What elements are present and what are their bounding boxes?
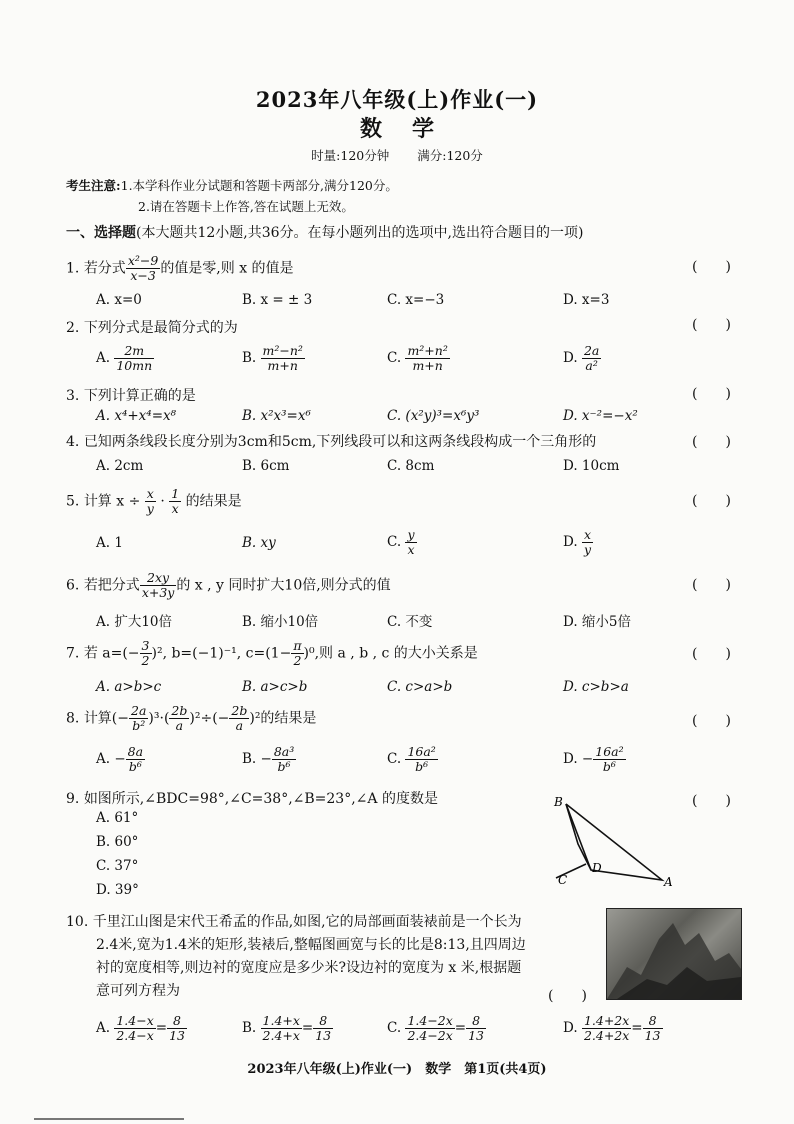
option-a: A. 61° <box>96 810 139 826</box>
notice-label: 考生注意: <box>66 178 121 193</box>
subject-title: 数学 <box>359 116 464 142</box>
fraction: $\frac{\text{x²−9}}{x-3}$ <box>127 253 159 283</box>
notice-line-2: 2.请在答题卡上作答,答在试题上无效。 <box>138 199 354 214</box>
full-score: 满分:120分 <box>417 148 483 163</box>
answer-bracket: ( ) <box>692 577 731 593</box>
option-d: D. $\frac{2a}{\text{a²}}$ <box>563 343 600 373</box>
option-d: D. $\frac{1.4+2x}{2.4+2x}$ = $\frac{8}{13}$ <box>563 1013 661 1043</box>
option-b: B. $\frac{\text{m²−n²}}{m+n}$ <box>242 343 303 373</box>
option-b: B. a>c>b <box>242 679 308 695</box>
option-b: B. 6cm <box>242 458 290 474</box>
option-b: B. xy <box>242 535 276 551</box>
option-c: C. 37° <box>96 858 139 874</box>
answer-bracket: ( ) <box>692 317 731 333</box>
question-7: 7. 若 a=(− $\frac{3}{2}$ )², b=(−1)⁻¹, c=(1− $\frac{\pi}{2}$ )⁰,则 a , b , c 的大小关系是 <box>66 638 478 668</box>
q-text: 下列计算正确的是 <box>83 388 196 404</box>
notice <box>66 175 398 217</box>
option-c: C. $\frac{y}{x}$ <box>387 527 415 557</box>
question-10-line-2: 2.4米,宽为1.4米的矩形,装裱后,整幅图画宽与长的比是8:13,且四周边 <box>96 937 526 953</box>
answer-bracket: ( ) <box>692 434 731 450</box>
q-text: 已知两条线段长度分别为3cm和5cm,下列线段可以和这两条线段构成一个三角形的 <box>83 434 597 450</box>
option-d: D. 缩小5倍 <box>563 614 632 630</box>
option-a: A. a>b>c <box>96 679 162 695</box>
answer-bracket: ( ) <box>692 646 731 662</box>
label-c: C <box>558 873 568 887</box>
option-c: C. $\frac{\text{16a²}}{\text{b⁶}}$ <box>387 744 436 774</box>
option-a: A. $\frac{1.4-x}{2.4-x}$ = $\frac{8}{13}$ <box>96 1013 185 1043</box>
option-b: B. − $\frac{\text{8a³}}{\text{b⁶}}$ <box>242 744 295 774</box>
question-10-line-3: 衬的宽度相等,则边衬的宽度应是多少米?设边衬的宽度为 x 米,根据题 <box>96 960 522 976</box>
time-limit: 时量:120分钟 <box>311 148 390 163</box>
option-b: B. x = ± 3 <box>242 292 313 308</box>
answer-bracket: ( ) <box>548 988 587 1004</box>
page-title: 2023年八年级(上)作业(一) <box>255 87 539 112</box>
option-d: D. − $\frac{\text{16a²}}{\text{b⁶}}$ <box>563 744 624 774</box>
triangle-figure <box>548 792 688 896</box>
option-c: C. $\frac{\text{m²+n²}}{m+n}$ <box>387 343 448 373</box>
option-a: A. 1 <box>96 535 123 551</box>
option-a: A. x⁴+x⁴=x⁸ <box>96 408 177 424</box>
answer-bracket: ( ) <box>692 493 731 509</box>
q-text: 若分式 <box>83 260 126 277</box>
question-2: 2. 下列分式是最简分式的为 <box>66 320 238 336</box>
option-b: B. 缩小10倍 <box>242 614 319 630</box>
landscape-painting-image <box>606 908 742 1000</box>
option-c: C. 不变 <box>387 614 433 630</box>
question-4: 4. 已知两条线段长度分别为3cm和5cm,下列线段可以和这两条线段构成一个三角形的 <box>66 434 597 450</box>
label-b: B <box>554 795 563 809</box>
q-number: 1. <box>66 260 80 277</box>
option-a: A. $\frac{2m}{10mn}$ <box>96 343 153 373</box>
label-d: D <box>592 861 602 875</box>
section-title: 一、选择题 <box>66 225 136 241</box>
section-heading <box>66 222 583 242</box>
option-b: B. $\frac{1.4+x}{2.4+x}$ = $\frac{8}{13}$ <box>242 1013 332 1043</box>
mountain-icon <box>607 909 741 999</box>
option-a: A. 2cm <box>96 458 144 474</box>
answer-bracket: ( ) <box>692 793 731 809</box>
q-text: 下列分式是最简分式的为 <box>83 320 238 336</box>
section-desc: (本大题共12小题,共36分。在每小题列出的选项中,选出符合题目的一项) <box>136 225 584 241</box>
option-d: D. x⁻²=−x² <box>563 408 638 424</box>
option-d: D. c>b>a <box>563 679 629 695</box>
question-10: 10. 千里江山图是宋代王希孟的作品,如图,它的局部画面装裱前是一个长为 <box>66 914 522 930</box>
question-8: 8. 计算(− $\frac{2a}{\text{b²}}$ )³·( $\frac{2b}{a}$ )²÷(− $\frac{2b}{a}$ )²的结果是 <box>66 703 317 733</box>
question-1 <box>66 254 294 283</box>
option-d: D. 10cm <box>563 458 620 474</box>
answer-bracket: ( ) <box>692 713 731 729</box>
page-footer: 2023年八年级(上)作业(一) 数学 第1页(共4页) <box>247 1062 547 1077</box>
option-a: A. x=0 <box>96 292 142 308</box>
q-text: 的值是零,则 x 的值是 <box>160 260 294 277</box>
question-6: 6. 若把分式 $\frac{2xy}{x+3y}$ 的 x , y 同时扩大10倍,则分式的值 <box>66 570 391 600</box>
notice-line-1: 1.本学科作业分试题和答题卡两部分,满分120分。 <box>120 178 398 193</box>
question-3: 3. 下列计算正确的是 <box>66 388 196 404</box>
option-b: B. 60° <box>96 834 139 850</box>
option-c: C. c>a>b <box>387 679 453 695</box>
exam-meta <box>0 146 794 164</box>
question-10-line-4: 意可列方程为 <box>96 983 180 999</box>
option-a: A. 扩大10倍 <box>96 614 173 630</box>
option-c: C. (x²y)³=x⁶y³ <box>387 408 480 424</box>
option-c: C. 8cm <box>387 458 435 474</box>
option-c: C. x=−3 <box>387 292 445 308</box>
option-d: D. 39° <box>96 882 139 898</box>
option-d: D. x=3 <box>563 292 610 308</box>
q-text: 如图所示,∠BDC=98°,∠C=38°,∠B=23°,∠A 的度数是 <box>83 791 438 807</box>
label-a: A <box>664 875 673 889</box>
option-a: A. − $\frac{8a}{\text{b⁶}}$ <box>96 744 144 774</box>
option-c: C. $\frac{1.4-2x}{2.4-2x}$ = $\frac{8}{13}$ <box>387 1013 485 1043</box>
scan-edge-line <box>34 1118 184 1120</box>
question-9: 9. 如图所示,∠BDC=98°,∠C=38°,∠B=23°,∠A 的度数是 <box>66 791 438 807</box>
answer-bracket: ( ) <box>692 386 731 402</box>
option-b: B. x²x³=x⁶ <box>242 408 311 424</box>
answer-bracket: ( ) <box>692 259 731 275</box>
question-5: 5. 计算 x ÷ $\frac{x}{y}$ · $\frac{1}{x}$ 的结果是 <box>66 486 242 516</box>
option-d: D. $\frac{x}{y}$ <box>563 527 591 557</box>
